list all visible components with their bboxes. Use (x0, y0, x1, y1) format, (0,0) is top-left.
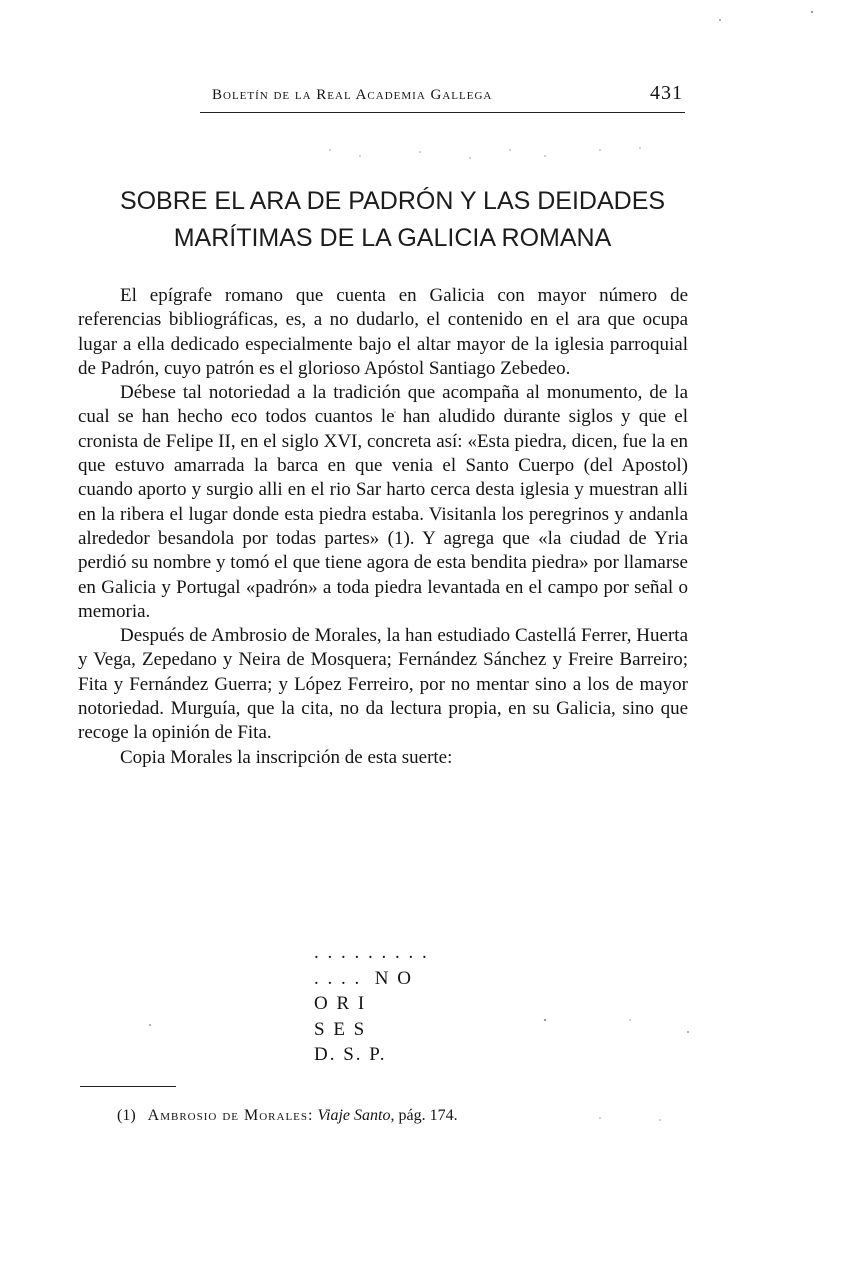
footnote-rule (80, 1086, 176, 1087)
article-title (60, 183, 725, 257)
paragraph: El epígrafe romano que cuenta en Galicia con mayor número de referencias bibliográficas, es, a no dudarlo, el contenido en el ara que ocupa lugar a ella dedicado especialmente bajo el altar mayor de la iglesia parroquial de Padrón, cuyo patrón es el glorioso Apóstol Santiago Zebedeo. (78, 285, 688, 379)
footnote (117, 1107, 458, 1125)
footnote-marker: (1) (117, 1107, 136, 1124)
paragraph: Copia Morales la inscripción de esta suerte: (120, 746, 453, 768)
inscription-line: . . . . . . . . . (314, 942, 429, 963)
inscription-transcription (314, 940, 429, 1068)
inscription-line: O R I (314, 993, 367, 1014)
footnote-page: pág. 174. (398, 1107, 458, 1124)
title-line: SOBRE EL ARA DE PADRÓN Y LAS DEIDADES (119, 187, 666, 215)
inscription-line: D. S. P. (314, 1044, 387, 1065)
footnote-work: Viaje Santo, (317, 1107, 395, 1124)
title-line: MARÍTIMAS DE LA GALICIA ROMANA (173, 224, 612, 252)
inscription-line: . . . . N O (314, 967, 413, 989)
inscription-line: S E S (314, 1018, 367, 1040)
page-number: 431 (650, 82, 683, 104)
article-body (78, 284, 688, 770)
footnote-author: Ambrosio de Morales: (147, 1107, 314, 1124)
paragraph: Después de Ambrosio de Morales, la han estudiado Castellá Ferrer, Huerta y Vega, Zepedano y Neira de Mosquera; Fernández Sánchez y Freire Barreiro; Fita y Fernández Guerra; y López Ferreiro, por no mentar sino a los de mayor notoriedad. Murguía, que la cita, no da lectura propia, en su Galicia, sino que recoge la opinión de Fita. (78, 625, 688, 744)
paragraph: Débese tal notoriedad a la tradición que acompaña al monumento, de la cual se han hecho eco todos cuantos le han aludido durante siglos y que el cronista de Felipe II, en el siglo XVI, concreta así: «Esta piedra, dicen, fue la en que estuvo amarrada la barca en que venia el Santo Cuerpo (del Apostol) cuando aporto y surgio alli en el rio Sar harto cerca desta iglesia y muestran alli en la ribera el lugar donde esta piedra estaba. Visitanla los peregrinos y andanla alrededor besandola por todas partes» (1). Y agrega que «la ciudad de Yria perdió su nombre y tomó el que tiene agora de esta bendita piedra» por llamarse en Galicia y Portugal «padrón» a toda piedra levantada en el campo por señal o memoria. (78, 382, 688, 622)
running-header (200, 82, 685, 113)
journal-title: Boletín de la Real Academia Gallega (212, 87, 493, 103)
